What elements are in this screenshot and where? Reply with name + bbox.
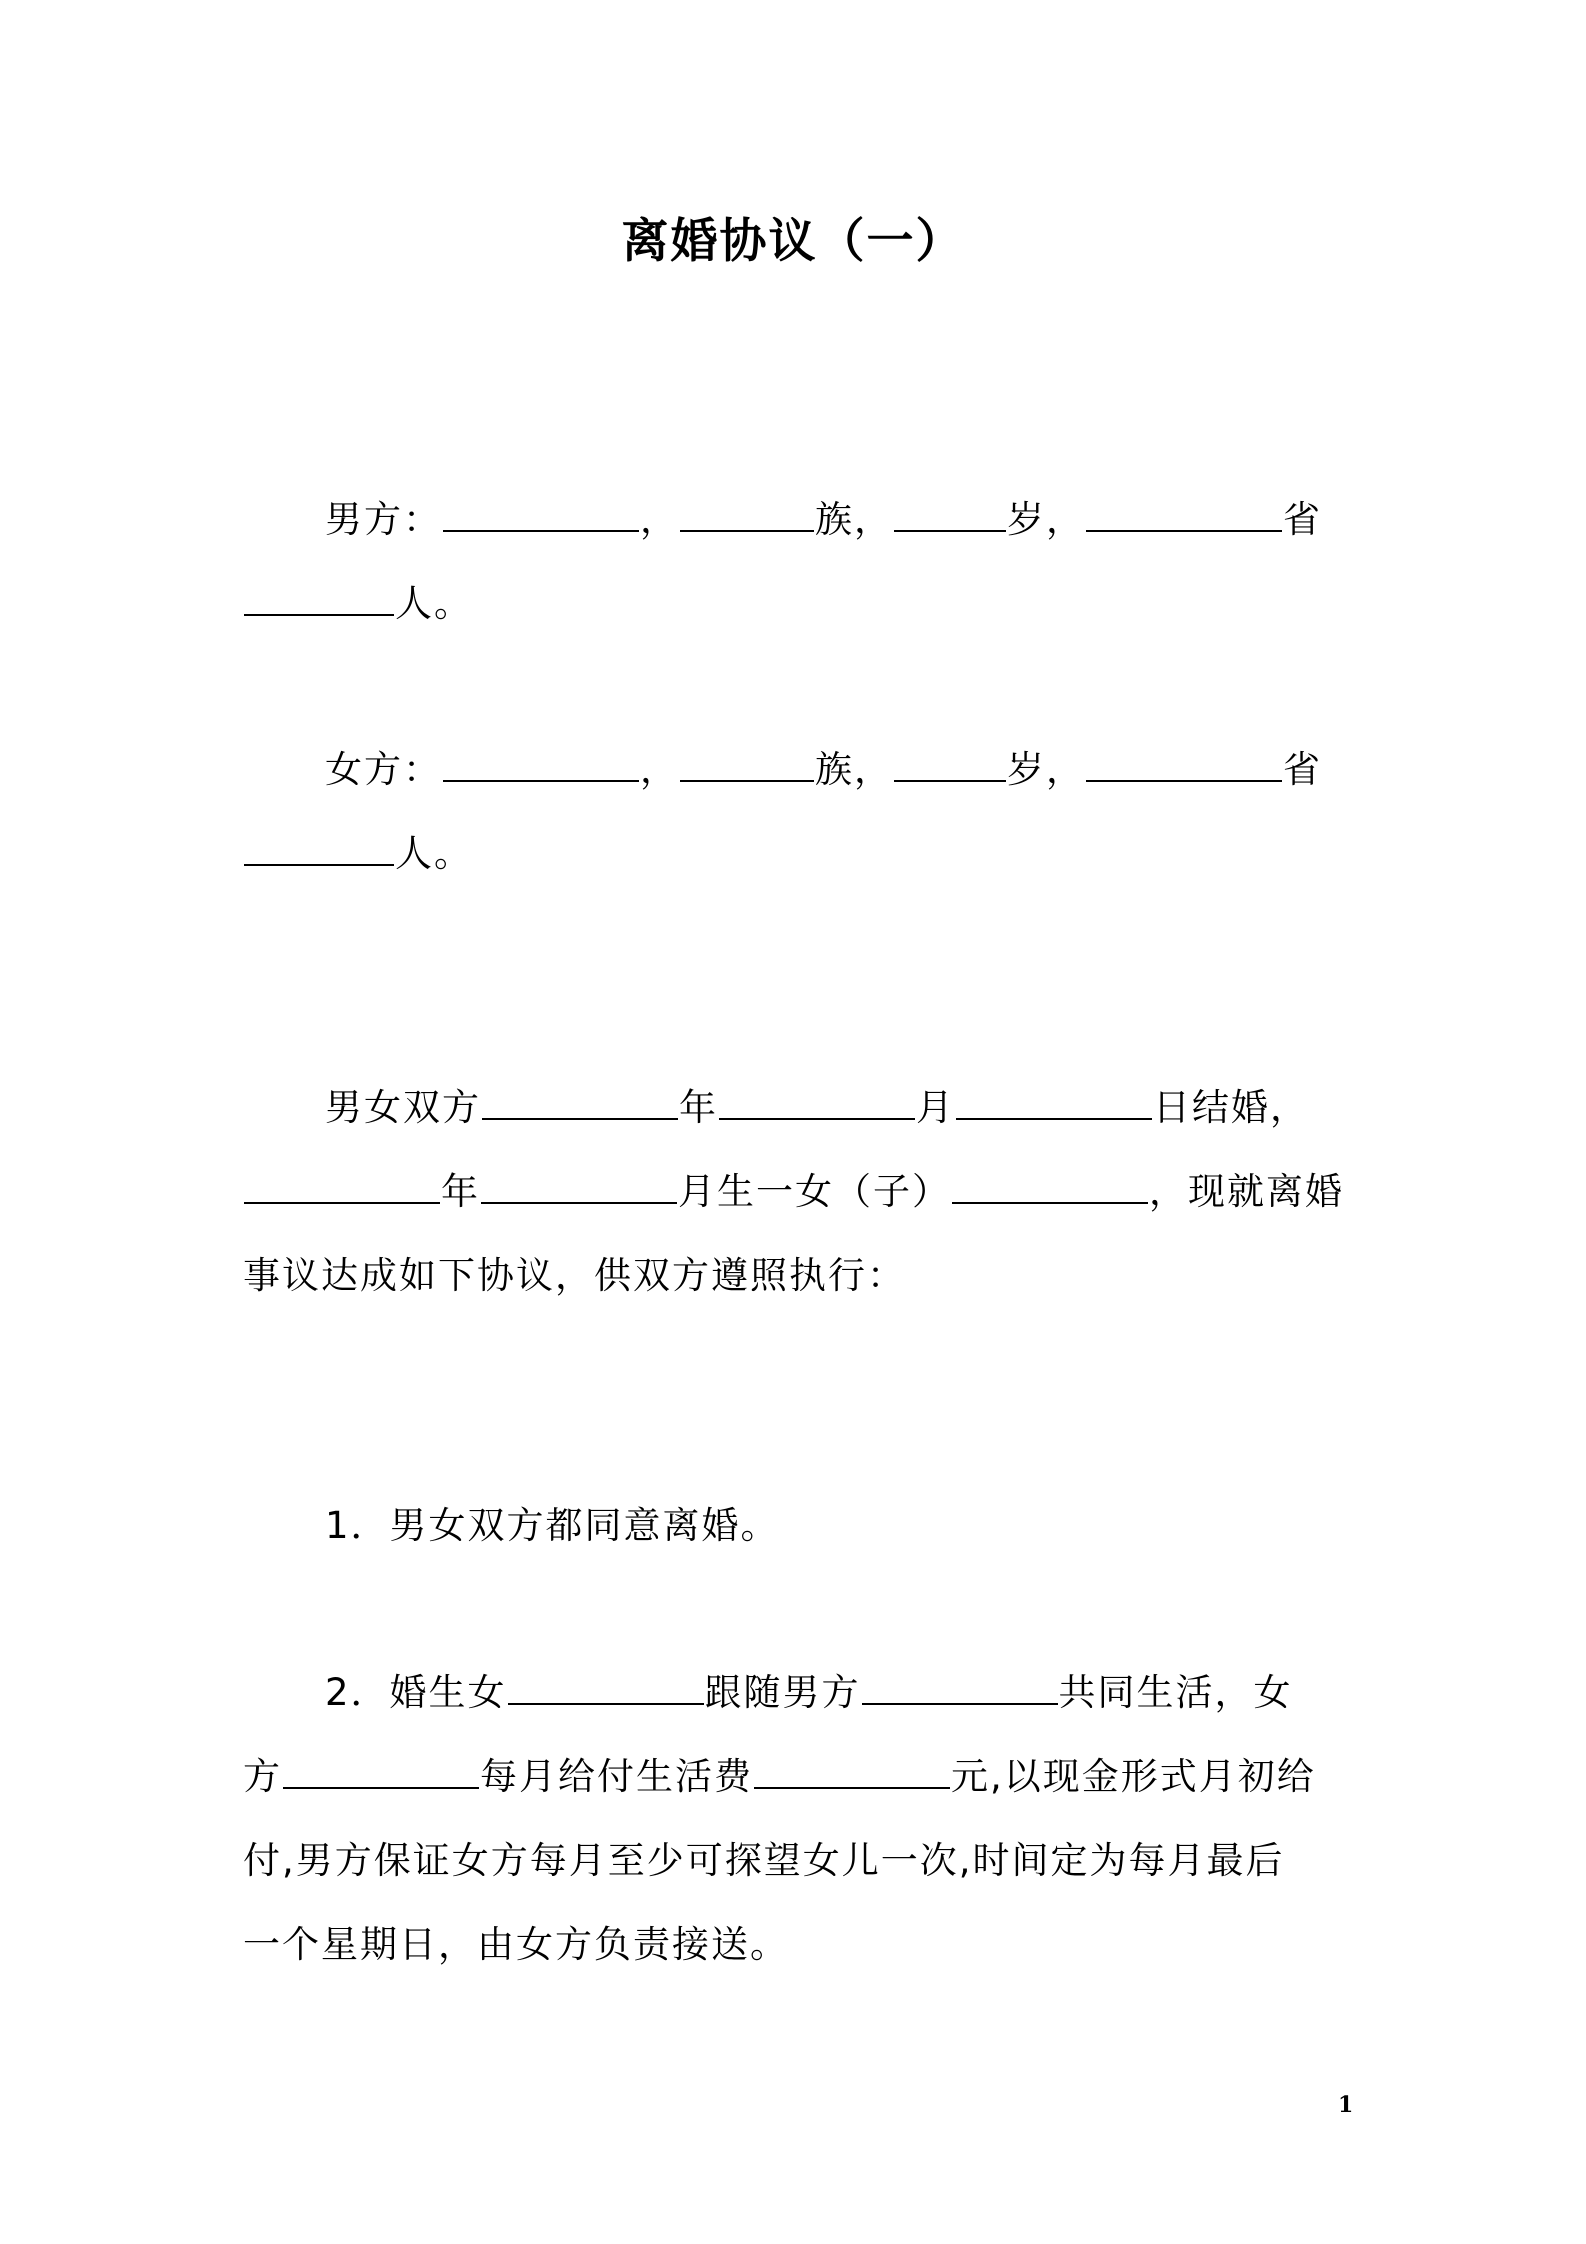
blank-field [443,750,639,782]
blank-field [862,1673,1058,1705]
female-label: 女方： [325,748,442,791]
male-party-paragraph: 男方： ， 族， 岁， 省 人。 [243,478,1353,646]
document-title: 离婚协议（一） [621,214,965,269]
blank-field [680,500,814,532]
blank-field [956,1088,1152,1120]
blank-field [244,584,394,616]
blank-field [1086,750,1282,782]
clause-2: 2．婚生女 跟随男方 共同生活，女 方 每月给付生活费 元,以现金形式月初给 付,男方保证女方每月至少可探望女儿一次,时间定为每月最后 一个星期日，由女方负责接送。 [243,1671,1316,1966]
blank-field [481,1172,677,1204]
blank-field [244,834,394,866]
female-party-paragraph: 女方： ， 族， 岁， 省 人。 [243,728,1353,896]
blank-field [244,1172,440,1204]
blank-field [508,1673,704,1705]
blank-field [952,1172,1148,1204]
marriage-intro-paragraph: 男女双方 年 月 日结婚， 年 月生一女（子） ，现就离婚 事议达成如下协议，供双方遵照执行： [243,1086,1344,1297]
clause-1: 1．男女双方都同意离婚。 [325,1504,780,1547]
blank-field [443,500,639,532]
page-number: 1 [1338,2092,1354,2118]
blank-field [680,750,814,782]
blank-field [754,1757,950,1789]
blank-field [894,500,1006,532]
blank-field [719,1088,915,1120]
male-label: 男方： [325,498,442,541]
blank-field [1086,500,1282,532]
blank-field [482,1088,678,1120]
blank-field [283,1757,479,1789]
blank-field [894,750,1006,782]
